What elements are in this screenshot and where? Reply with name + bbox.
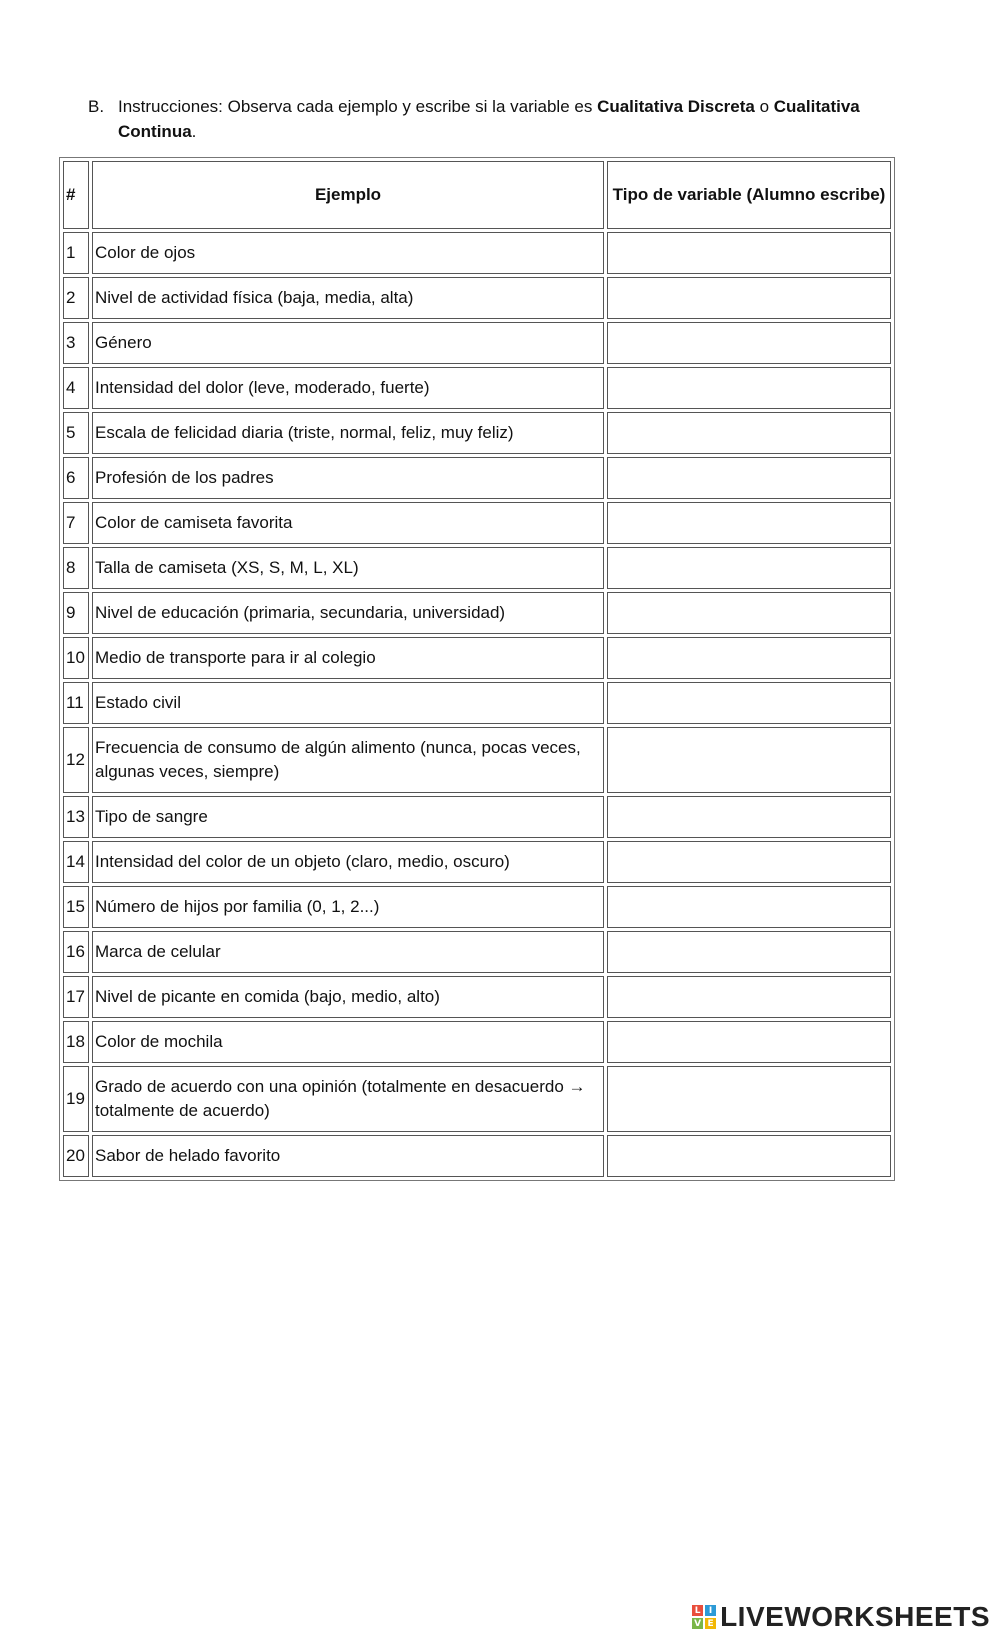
row-number: 19 [63, 1066, 89, 1132]
answer-field[interactable] [607, 232, 891, 274]
row-number: 11 [63, 682, 89, 724]
row-number: 3 [63, 322, 89, 364]
row-number: 5 [63, 412, 89, 454]
example-text: Nivel de picante en comida (bajo, medio, alto) [92, 976, 604, 1018]
table-row [63, 502, 891, 544]
example-text: Género [92, 322, 604, 364]
example-text: Color de mochila [92, 1021, 604, 1063]
example-text: Intensidad del dolor (leve, moderado, fuerte) [92, 367, 604, 409]
table-row [63, 931, 891, 973]
row-number: 7 [63, 502, 89, 544]
table-row [63, 412, 891, 454]
table-row [63, 1066, 891, 1132]
example-text: Talla de camiseta (XS, S, M, L, XL) [92, 547, 604, 589]
answer-field[interactable] [607, 412, 891, 454]
answer-field[interactable] [607, 457, 891, 499]
table-row [63, 232, 891, 274]
logo-square: L [692, 1605, 703, 1616]
table-row [63, 592, 891, 634]
instructions-suffix: . [191, 122, 197, 141]
example-text: Grado de acuerdo con una opinión (totalmente en desacuerdo → totalmente de acuerdo) [92, 1066, 604, 1132]
instructions-text [118, 94, 908, 144]
answer-field[interactable] [607, 277, 891, 319]
example-text: Frecuencia de consumo de algún alimento (nunca, pocas veces, algunas veces, siempre) [92, 727, 604, 793]
example-text: Número de hijos por familia (0, 1, 2...) [92, 886, 604, 928]
row-number: 1 [63, 232, 89, 274]
logo-icon [692, 1605, 716, 1629]
answer-field[interactable] [607, 547, 891, 589]
header-row [63, 161, 891, 229]
example-text: Profesión de los padres [92, 457, 604, 499]
answer-field[interactable] [607, 727, 891, 793]
liveworksheets-logo [692, 1601, 990, 1633]
option-discreta: Cualitativa Discreta [597, 97, 755, 116]
table-row [63, 886, 891, 928]
answer-field[interactable] [607, 1066, 891, 1132]
table-row [63, 367, 891, 409]
option-continua: Cualitativa Continua [118, 97, 860, 141]
example-text: Nivel de actividad física (baja, media, alta) [92, 277, 604, 319]
table-row [63, 547, 891, 589]
table-row [63, 322, 891, 364]
answer-field[interactable] [607, 841, 891, 883]
list-marker: B. [88, 97, 105, 116]
row-number: 20 [63, 1135, 89, 1177]
answer-field[interactable] [607, 322, 891, 364]
example-text: Tipo de sangre [92, 796, 604, 838]
example-text: Intensidad del color de un objeto (claro, medio, oscuro) [92, 841, 604, 883]
example-text: Nivel de educación (primaria, secundaria, universidad) [92, 592, 604, 634]
answer-field[interactable] [607, 637, 891, 679]
logo-square: V [692, 1618, 703, 1629]
answer-field[interactable] [607, 886, 891, 928]
answer-field[interactable] [607, 592, 891, 634]
row-number: 6 [63, 457, 89, 499]
answer-field[interactable] [607, 796, 891, 838]
row-number: 10 [63, 637, 89, 679]
instructions-connector: o [754, 97, 774, 116]
answer-field[interactable] [607, 1135, 891, 1177]
header-variable-type: Tipo de variable (Alumno escribe) [607, 161, 891, 229]
answer-field[interactable] [607, 502, 891, 544]
row-number: 12 [63, 727, 89, 793]
table-row [63, 637, 891, 679]
row-number: 9 [63, 592, 89, 634]
logo-square: I [705, 1605, 716, 1616]
instructions-prefix: Instrucciones: Observa cada ejemplo y escribe si la variable es [118, 97, 598, 116]
answer-field[interactable] [607, 1021, 891, 1063]
row-number: 2 [63, 277, 89, 319]
row-number: 16 [63, 931, 89, 973]
table-row [63, 976, 891, 1018]
example-text: Escala de felicidad diaria (triste, normal, feliz, muy feliz) [92, 412, 604, 454]
example-text: Sabor de helado favorito [92, 1135, 604, 1177]
table-row [63, 1021, 891, 1063]
row-number: 8 [63, 547, 89, 589]
example-text: Estado civil [92, 682, 604, 724]
row-number: 14 [63, 841, 89, 883]
header-example: Ejemplo [92, 161, 604, 229]
answer-field[interactable] [607, 976, 891, 1018]
answer-field[interactable] [607, 682, 891, 724]
table-row [63, 1135, 891, 1177]
table-row [63, 796, 891, 838]
row-number: 18 [63, 1021, 89, 1063]
row-number: 15 [63, 886, 89, 928]
example-text: Marca de celular [92, 931, 604, 973]
worksheet-table [59, 157, 895, 1181]
answer-field[interactable] [607, 931, 891, 973]
header-num: # [63, 161, 89, 229]
row-number: 17 [63, 976, 89, 1018]
table-row [63, 682, 891, 724]
example-text: Color de ojos [92, 232, 604, 274]
table-row [63, 841, 891, 883]
table-row [63, 727, 891, 793]
row-number: 13 [63, 796, 89, 838]
logo-square: E [705, 1618, 716, 1629]
example-text: Medio de transporte para ir al colegio [92, 637, 604, 679]
answer-field[interactable] [607, 367, 891, 409]
table-row [63, 457, 891, 499]
table-row [63, 277, 891, 319]
instructions [88, 94, 908, 144]
brand-wordmark: LIVEWORKSHEETS [720, 1601, 990, 1632]
example-text: Color de camiseta favorita [92, 502, 604, 544]
row-number: 4 [63, 367, 89, 409]
